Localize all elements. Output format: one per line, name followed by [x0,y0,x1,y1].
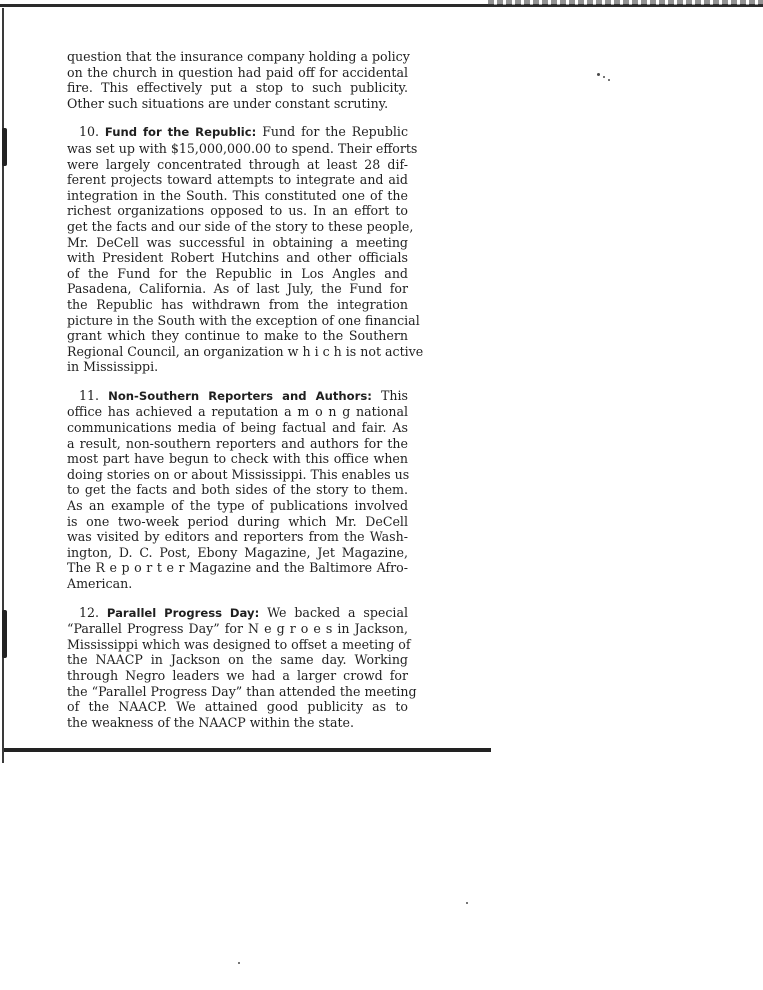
bottom-border-rule [4,748,491,752]
text-line: Mr. DeCell was successful in obtaining a meeting [67,234,408,250]
text-line: in Mississippi. [67,359,159,375]
text-line: most part have begun to check with this office when [67,451,408,467]
text-line: office has achieved a reputation a m o n g national [67,404,408,420]
text-line: to get the facts and both sides of the story to them. [67,482,408,498]
text-line: was visited by editors and reporters from the Wash- [67,529,408,545]
paragraph-heading: Fund for the Republic: [104,125,257,140]
text-line: on the church in question had paid off for accidental [67,64,408,80]
text-line: picture in the South with the exception of one financial [67,312,420,328]
text-line: the NAACP in Jackson on the same day. Working [67,652,408,668]
text-line: ington, D. C. Post, Ebony Magazine, Jet Magazine, [67,544,408,560]
paragraph-number: 10. [79,124,100,140]
text-line: of the Fund for the Republic in Los Angles and [67,265,408,281]
text-line: ferent projects toward attempts to integrate and aid [67,172,408,188]
text-line: question that the insurance company holding a policy [67,49,410,64]
text-line: were largely concentrated through at least 28 dif- [67,156,408,172]
text-line: “Parallel Progress Day” for N e g r o e s in Jackson, [67,621,408,637]
text-line: fire. This effectively put a stop to such publicity. [67,80,408,96]
paragraph-11-non-southern-reporters [67,388,408,592]
text-fragment: This [380,387,408,403]
text-line: The R e p o r t e r Magazine and the Baltimore Afro- [67,560,408,576]
top-border-dash-segment [488,0,763,5]
text-fragment: Fund for the Republic [262,124,409,140]
text-line: was set up with $15,000,000.00 to spend. Their efforts [67,140,418,156]
text-line: Other such situations are under constant scrutiny. [67,95,389,111]
text-line [67,124,408,141]
text-line: the weakness of the NAACP within the state. [67,714,354,730]
text-line: of the NAACP. We attained good publicity as to [67,699,408,715]
text-line [67,605,408,622]
text-line: is one two-week period during which Mr. DeCell [67,513,408,529]
paragraph-number: 12. [79,604,100,620]
text-line: American. [67,576,133,591]
text-line: Pasadena, California. As of last July, the Fund for [67,281,408,297]
left-binding-mark [2,128,7,166]
text-line: Regional Council, an organization w h i c h is not active [67,343,424,359]
left-binding-mark [2,610,7,658]
paragraph-intro [67,49,408,111]
paragraph-12-parallel-progress-day [67,604,417,731]
text-line: grant which they continue to make to the Southern [67,328,408,344]
text-line: doing stories on or about Mississippi. This enables us [67,466,410,482]
scan-speck [603,76,605,78]
text-line: the “Parallel Progress Day” than attended the meeting [67,683,417,699]
paragraph-heading: Non-Southern Reporters and Authors: [108,388,372,403]
text-line: with President Robert Hutchins and other officials [67,250,408,266]
text-line: communications media of being factual and fair. As [67,420,408,436]
scan-speck [466,902,468,904]
paragraph-10-fund-for-the-republic [67,124,424,375]
text-line: through Negro leaders we had a larger crowd for [67,667,408,683]
text-line: get the facts and our side of the story to these people, [67,218,414,234]
scan-speck [608,79,610,81]
scan-speck [597,73,600,76]
text-line: As an example of the type of publications involved [67,498,408,514]
scan-speck [238,962,240,964]
text-line [67,388,408,405]
text-line: the Republic has withdrawn from the integration [67,296,408,312]
text-line: richest organizations opposed to us. In an effort to [67,203,408,219]
text-line: a result, non-southern reporters and authors for the [67,435,408,451]
text-fragment: We backed a special [267,604,408,620]
text-line: Mississippi which was designed to offset a meeting of [67,636,411,652]
text-line: integration in the South. This constituted one of the [67,187,408,203]
paragraph-number: 11. [79,387,100,403]
paragraph-heading: Parallel Progress Day: [106,605,260,620]
document-body [67,49,424,743]
